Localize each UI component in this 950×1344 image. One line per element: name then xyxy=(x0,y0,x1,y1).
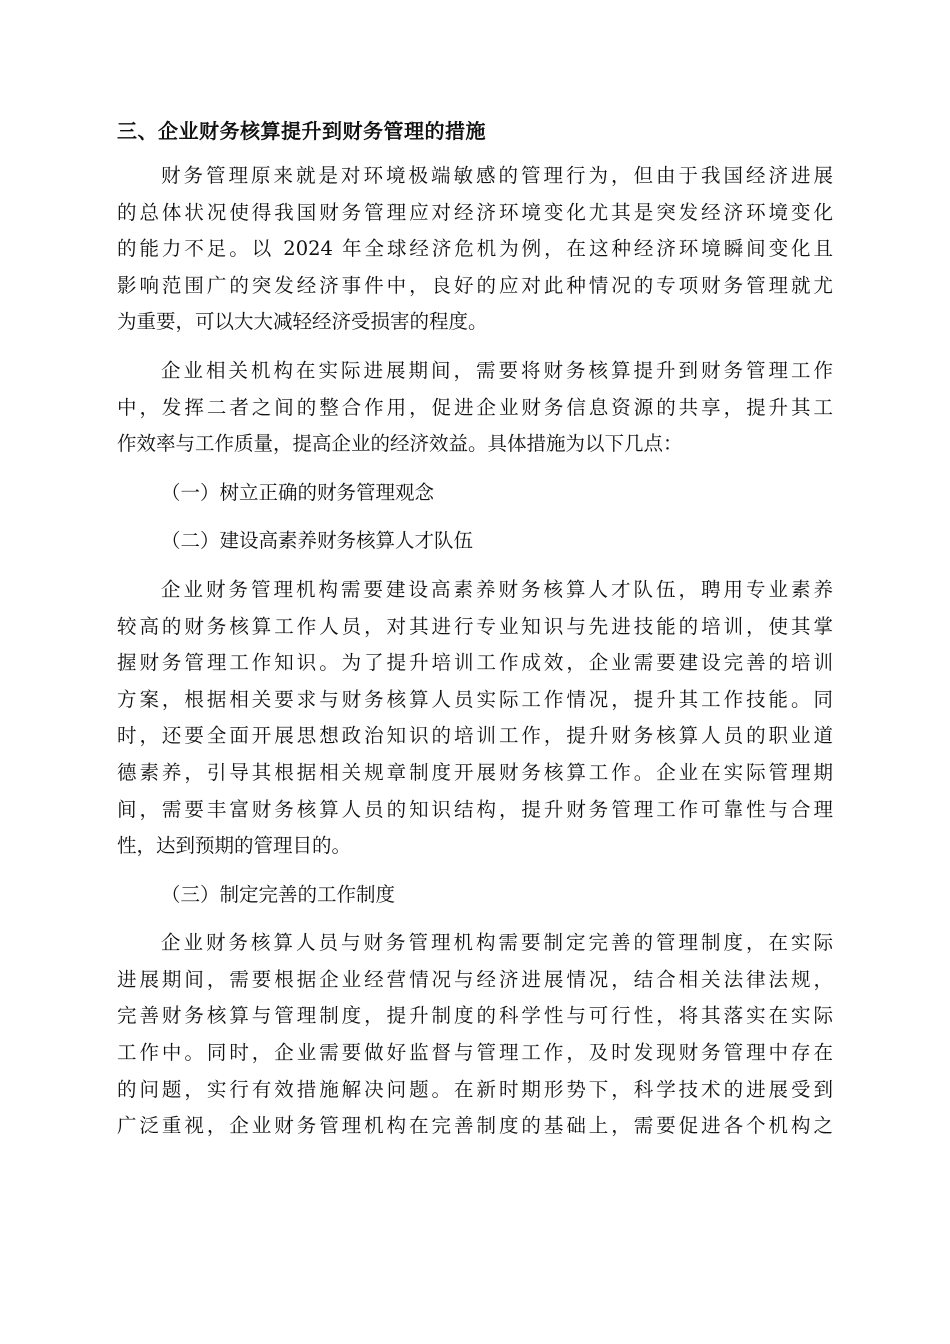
paragraph-4 xyxy=(117,925,833,1145)
paragraph-1 xyxy=(117,158,833,341)
paragraph-line: 完善财务核算与管理制度，提升制度的科学性与可行性，将其落实在实际 xyxy=(117,1004,833,1028)
section-heading: 三、企业财务核算提升到财务管理的措施 xyxy=(117,119,486,143)
paragraph-line: 中，发挥二者之间的整合作用，促进企业财务信息资源的共享，提升其工 xyxy=(117,395,833,419)
paragraph-2 xyxy=(117,353,833,463)
paragraph-line: 的问题，实行有效措施解决问题。在新时期形势下，科学技术的进展受到 xyxy=(117,1077,833,1101)
paragraph-3 xyxy=(117,572,833,865)
document-body xyxy=(117,113,833,1157)
paragraph-line: 企业财务管理机构需要建设高素养财务核算人才队伍，聘用专业素养 xyxy=(161,577,833,601)
paragraph-line: 工作中。同时，企业需要做好监督与管理工作，及时发现财务管理中存在 xyxy=(117,1041,833,1065)
paragraph-line: 德素养，引导其根据相关规章制度开展财务核算工作。企业在实际管理期 xyxy=(117,760,833,784)
subheading-3: （三）制定完善的工作制度 xyxy=(161,882,396,906)
paragraph-line: 握财务管理工作知识。为了提升培训工作成效，企业需要建设完善的培训 xyxy=(117,651,833,675)
paragraph-line: 时，还要全面开展思想政治知识的培训工作，提升财务核算人员的职业道 xyxy=(117,724,833,748)
paragraph-line: 财务管理原来就是对环境极端敏感的管理行为，但由于我国经济进展 xyxy=(161,164,833,187)
paragraph-line: 进展期间，需要根据企业经营情况与经济进展情况，结合相关法律法规， xyxy=(117,967,833,991)
paragraph-line: 性，达到预期的管理目的。 xyxy=(117,834,352,858)
paragraph-line: 企业相关机构在实际进展期间，需要将财务核算提升到财务管理工作 xyxy=(161,358,833,382)
paragraph-line: 的能力不足。以 2024 年全球经济危机为例，在这种经济环境瞬间变化且 xyxy=(117,237,833,261)
paragraph-line: 的总体状况使得我国财务管理应对经济环境变化尤其是突发经济环境变化 xyxy=(117,200,833,224)
paragraph-line: 较高的财务核算工作人员，对其进行专业知识与先进技能的培训，使其掌 xyxy=(117,614,833,638)
paragraph-line: 影响范围广的突发经济事件中，良好的应对此种情况的专项财务管理就尤 xyxy=(117,273,833,297)
paragraph-line: 方案，根据相关要求与财务核算人员实际工作情况，提升其工作技能。同 xyxy=(117,687,833,711)
paragraph-line: 广泛重视，企业财务管理机构在完善制度的基础上，需要促进各个机构之 xyxy=(117,1114,833,1138)
subheading-1: （一）树立正确的财务管理观念 xyxy=(161,480,435,504)
subheading-2: （二）建设高素养财务核算人才队伍 xyxy=(161,529,474,553)
paragraph-line: 作效率与工作质量，提高企业的经济效益。具体措施为以下几点： xyxy=(117,432,683,456)
paragraph-line: 间，需要丰富财务核算人员的知识结构，提升财务管理工作可靠性与合理 xyxy=(117,797,833,821)
paragraph-line: 为重要，可以大大减轻经济受损害的程度。 xyxy=(117,310,488,334)
paragraph-line: 企业财务核算人员与财务管理机构需要制定完善的管理制度，在实际 xyxy=(161,931,833,955)
